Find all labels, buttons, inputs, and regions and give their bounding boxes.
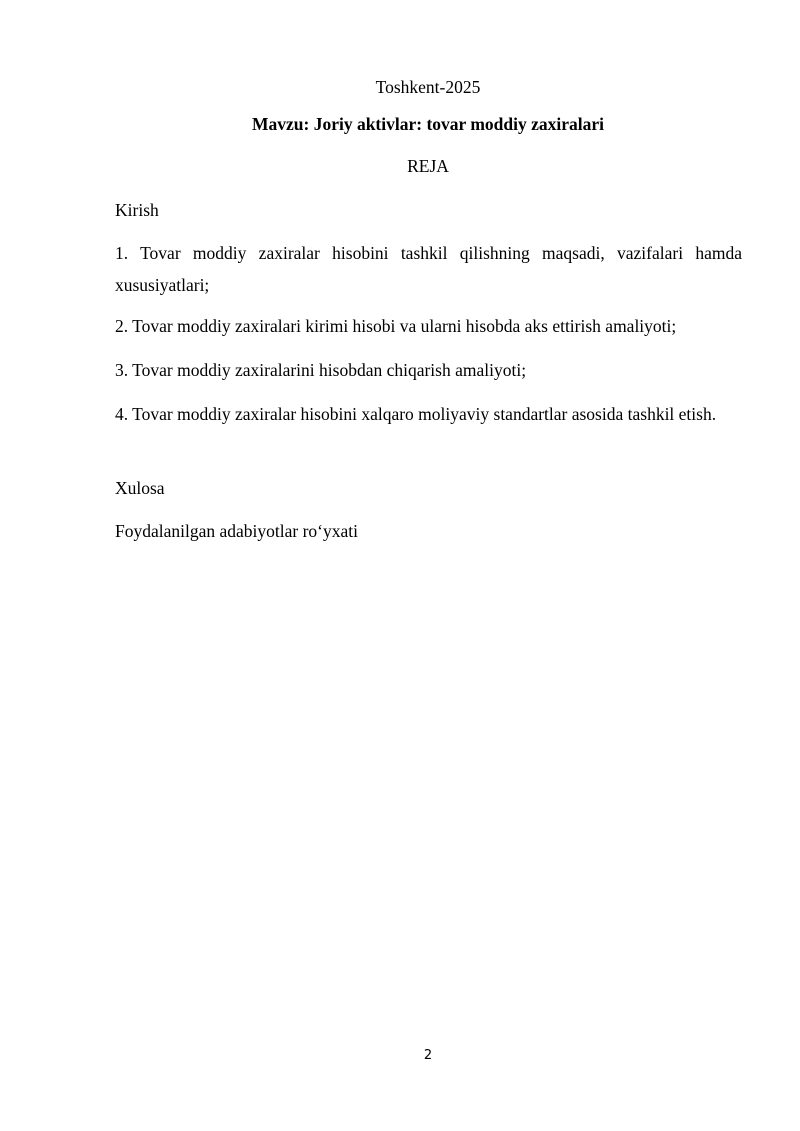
- plan-item-4: 4. Tovar moddiy zaxiralar hisobini xalqaro moliyaviy standartlar asosida tashkil etish.: [115, 404, 717, 424]
- plan-item-3: 3. Tovar moddiy zaxiralarini hisobdan chiqarish amaliyoti;: [115, 360, 527, 380]
- plan-item-conclusion: Xulosa: [115, 478, 165, 498]
- plan-item-intro: Kirish: [115, 200, 159, 220]
- page-number: 2: [423, 1048, 433, 1063]
- plan-item-references: Foydalanilgan adabiyotlar ro‘yxati: [115, 521, 358, 541]
- topic-title: Mavzu: Joriy aktivlar: tovar moddiy zaxiralari: [251, 114, 605, 134]
- plan-title: REJA: [407, 156, 449, 176]
- plan-item-2: 2. Tovar moddiy zaxiralari kirimi hisobi va ularni hisobda aks ettirish amaliyoti;: [115, 316, 677, 336]
- city-year: Toshkent-2025: [375, 77, 481, 97]
- plan-item-1: 1. Tovar moddiy zaxiralar hisobini tashkil qilishning maqsadi, vazifalari hamda xususiyatlari;: [115, 243, 742, 295]
